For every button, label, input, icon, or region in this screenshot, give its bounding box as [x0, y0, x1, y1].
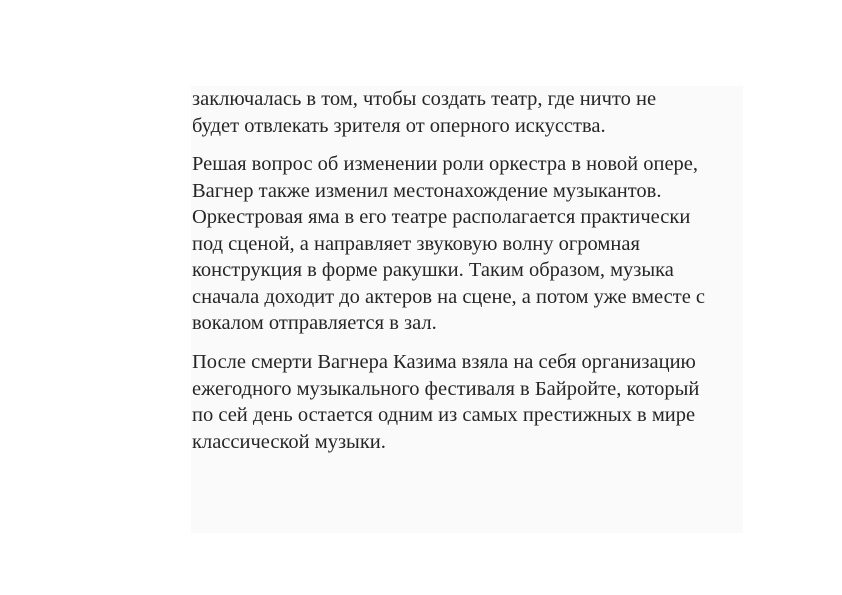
- text-line: конструкция в форме ракушки. Таким образом, музыка: [192, 259, 674, 281]
- text-line: классической музыки.: [192, 430, 386, 453]
- text-line: заключалась в том, чтобы создать театр, где ничто не: [192, 88, 657, 110]
- text-line: вокалом отправляется в зал.: [192, 312, 437, 334]
- text-line: под сценой, а направляет звуковую волну огромная: [192, 232, 640, 255]
- text-line: Вагнер также изменил местонахождение музыкантов.: [192, 179, 662, 202]
- text-line: Решая вопрос об изменении роли оркестра в новой опере,: [192, 153, 699, 175]
- text-line: сначала доходит до актеров на сцене, а потом уже вместе с: [192, 285, 706, 308]
- paragraph-2: [192, 151, 705, 337]
- text-line: ежегодного музыкального фестиваля в Байройте, который: [192, 377, 700, 400]
- text-line: Оркестровая яма в его театре располагается практически: [192, 206, 691, 228]
- text-line: по сей день остается одним из самых престижных в мире: [192, 404, 696, 426]
- text-line: будет отвлекать зрителя от оперного искусства.: [192, 114, 606, 137]
- paragraph-1: [192, 86, 656, 139]
- paragraph-3: [192, 349, 699, 455]
- text-line: После смерти Вагнера Казима взяла на себя организацию: [192, 351, 696, 373]
